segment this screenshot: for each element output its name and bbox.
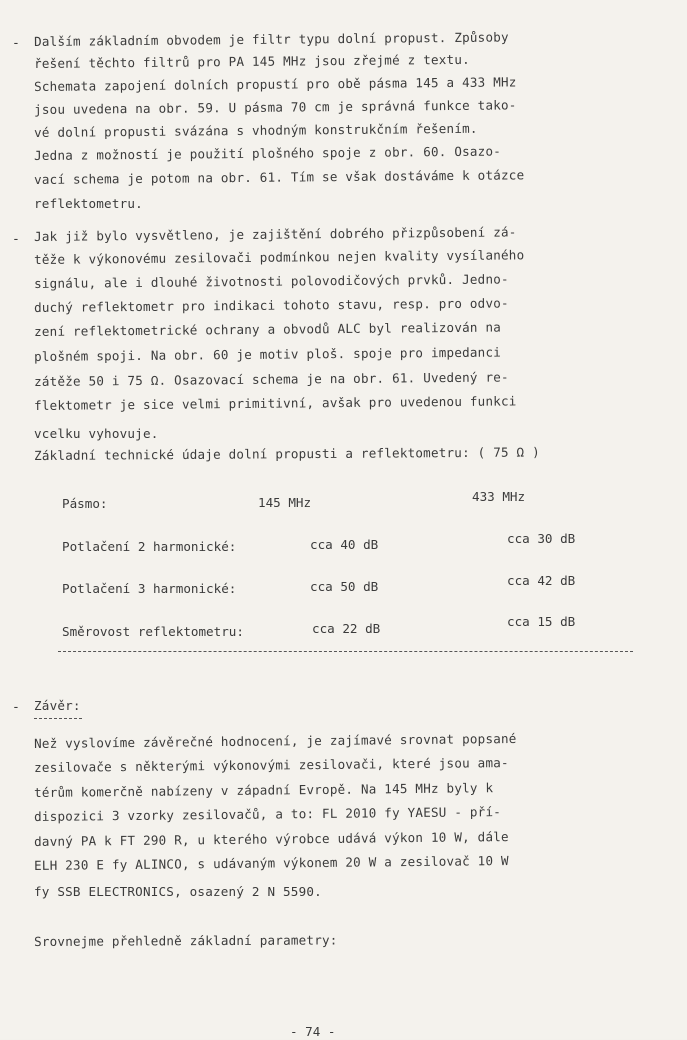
paragraph-1-line: Schemata zapojení dolních propustí pro obě pásma 145 a 433 MHz [34, 74, 517, 94]
paragraph-3-line: Než vyslovíme závěrečné hodnocení, je zajímavé srovnat popsané [34, 730, 517, 751]
table-cell-433: cca 30 dB [507, 531, 576, 546]
paragraph-1-line: řešení těchto filtrů pro PA 145 MHz jsou zřejmé z textu. [34, 51, 470, 71]
conclusion-heading: Závěr: [34, 698, 81, 713]
paragraph-2-line: těže k výkonovému zesilovači podmínkou nejen kvality vysílaného [34, 247, 525, 267]
table-cell-145: cca 40 dB [310, 537, 379, 552]
paragraph-3-line: fy SSB ELECTRONICS, osazený 2 N 5590. [34, 884, 322, 899]
paragraph-dash: - [12, 36, 20, 51]
paragraph-2-line: zátěže 50 i 75 Ω. Osazovací schema je na obr. 61. Uvedený re- [34, 369, 509, 389]
table-divider [58, 651, 633, 652]
table-row-label: Potlačení 2 harmonické: [62, 539, 237, 554]
table-cell-433: cca 15 dB [507, 614, 576, 629]
paragraph-3-line: zesilovače s některými výkonovými zesilovači, které jsou ama- [34, 755, 509, 775]
table-cell-433: cca 42 dB [507, 573, 576, 588]
table-header-label: Pásmo: [62, 496, 108, 511]
heading-underline [34, 718, 82, 719]
paragraph-2-line: signálu, ale i dlouhé životnosti polovodičových prvků. Jedno- [34, 271, 509, 291]
paragraph-1-line: Jedna z možností je použití plošného spoje z obr. 60. Osazo- [34, 143, 502, 163]
paragraph-2-line: Jak již bylo vysvětleno, je zajištění dobrého přizpůsobení zá- [34, 224, 517, 244]
paragraph-2-line: vcelku vyhovuje. [34, 426, 159, 441]
paragraph-3-line: ELH 230 E fy ALINCO, s udávaným výkonem 20 W a zesilovač 10 W [34, 853, 509, 873]
paragraph-dash: - [12, 232, 20, 247]
paragraph-1-line: reflektometru. [34, 196, 143, 211]
table-cell-145: cca 22 dB [312, 621, 381, 636]
paragraph-1-line: Dalším základním obvodem je filtr typu dolní propust. Způsoby [34, 29, 509, 49]
paragraph-2-line: plošném spoji. Na obr. 60 je motiv ploš. spoje pro impedanci [34, 344, 502, 364]
paragraph-1-line: jsou uvedena na obr. 59. U pásma 70 cm je správná funkce tako- [34, 97, 517, 117]
paragraph-3-line: térům komerčně nabízeny v západní Evropě. Na 145 MHz byly k [34, 780, 494, 800]
paragraph-2-line: duchý reflektometr pro indikaci tohoto stavu, resp. pro odvo- [34, 295, 509, 315]
paragraph-1-line: vací schema je potom na obr. 61. Tím se však dostáváme k otázce [34, 167, 525, 187]
section-dash: - [12, 700, 20, 715]
paragraph-2-line: Základní technické údaje dolní propusti a reflektometru: ( 75 Ω ) [34, 444, 540, 463]
paragraph-1-line: vé dolní propusti svázána s vhodným konstrukčním řešením. [34, 120, 478, 140]
paragraph-2-line: zení reflektometrické ochrany a obvodů ALC byl realizován na [34, 319, 502, 339]
page-number: - 74 - [290, 1024, 336, 1039]
paragraph-3-line: davný PA k FT 290 R, u kterého výrobce udává výkon 10 W, dále [34, 829, 509, 849]
table-header-433: 433 MHz [472, 489, 526, 504]
table-cell-145: cca 50 dB [310, 579, 379, 594]
table-row-label: Směrovost reflektometru: [62, 624, 244, 639]
table-header-145: 145 MHz [258, 495, 312, 510]
closing-line: Srovnejme přehledně základní parametry: [34, 932, 338, 949]
paragraph-2-line: flektometr je sice velmi primitivní, avšak pro uvedenou funkci [34, 393, 517, 413]
table-row-label: Potlačení 3 harmonické: [62, 581, 237, 596]
paragraph-3-line: dispozici 3 vzorky zesilovačů, a to: FL 2010 fy YAESU - pří- [34, 804, 502, 824]
